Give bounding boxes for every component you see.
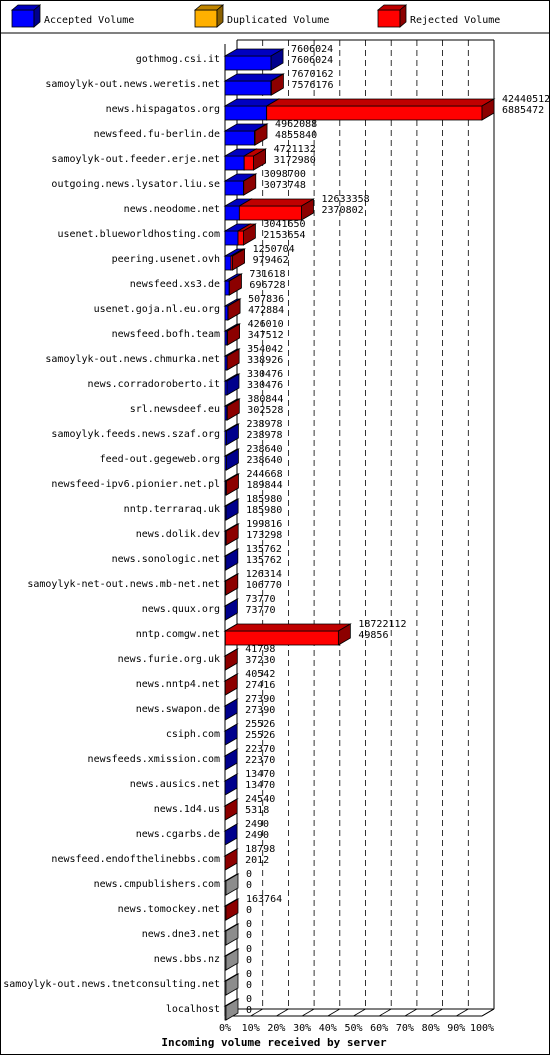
bar-accepted-front [225,81,271,95]
server-label: samoylyk-out.feeder.erje.net [51,154,220,165]
value-total: 244668 [246,469,283,480]
bar-accepted-front [225,106,267,120]
legend-swatch-duplicated [195,10,217,27]
value-accepted: 979462 [252,255,289,266]
x-tick-label: 90% [447,1023,466,1034]
bar-accepted [225,449,238,470]
server-label: news.swapon.de [135,704,220,715]
value-total: 426010 [247,319,284,330]
value-total: 163764 [245,894,283,905]
value-accepted: 238978 [246,430,283,441]
x-tick-label: 100% [469,1023,495,1034]
value-total: 3098700 [263,169,306,180]
server-label: newsfeeds.xmission.com [87,754,220,765]
value-total: 27390 [245,694,276,705]
server-label: news.corradoroberto.it [87,379,220,390]
value-total: 4962088 [275,119,318,130]
value-total: 73770 [245,594,276,605]
value-total: 238640 [246,444,283,455]
server-label: newsfeed.xs3.de [129,279,220,290]
value-total: 731618 [249,269,286,280]
grid-floor-tick [456,1009,468,1016]
bar-accepted-side [225,699,237,720]
server-labels [3,54,220,1015]
legend-swatch-accepted [12,10,34,27]
legend-label-duplicated: Duplicated Volume [227,15,330,26]
value-accepted: 2153654 [263,230,306,241]
bar-rejected-front [244,156,253,170]
bar-rejected-side [226,899,238,920]
x-tick-label: 0% [218,1023,232,1034]
value-accepted: 3172980 [273,155,316,166]
bar-rejected-front [239,206,301,220]
value-accepted: 0 [246,930,253,941]
bar-empty [225,874,238,895]
bar-accepted-side [225,774,237,795]
value-total: 41798 [245,644,276,655]
value-total: 0 [246,919,253,930]
bar-rejected-front [238,231,243,245]
value-total: 135762 [245,544,282,555]
server-label: news.cgarbs.de [135,829,220,840]
value-accepted: 302528 [247,405,284,416]
value-accepted: 185980 [246,505,283,516]
x-tick-label: 10% [241,1023,260,1034]
value-total: 354042 [247,344,284,355]
server-label: news.1d4.us [153,804,220,815]
server-label: outgoing.news.lysator.liu.se [51,179,220,190]
value-total: 4721132 [273,144,316,155]
bar-accepted-side [225,749,237,770]
legend-label-rejected: Rejected Volume [410,15,501,26]
grid-floor-tick [328,1009,340,1016]
grid-floor-tick [379,1009,391,1016]
value-total: 18722112 [358,619,407,630]
server-label: news.cmpublishers.com [93,879,220,890]
x-tick-label: 30% [293,1023,312,1034]
bar-empty-side [226,999,238,1020]
bar-accepted [225,824,237,845]
value-accepted: 696728 [249,280,286,291]
value-accepted: 2490 [245,830,270,841]
value-total: 0 [246,944,253,955]
bar-empty-side [226,874,238,895]
bar-accepted [225,424,238,445]
bar-rejected-side [226,524,238,545]
server-label: news.furie.org.uk [117,654,220,665]
value-accepted: 173298 [246,530,283,541]
x-axis [219,1023,494,1034]
server-label: news.quux.org [141,604,220,615]
value-total: 7606024 [291,44,334,55]
value-accepted: 13470 [245,780,276,791]
value-accepted: 4855840 [275,130,318,141]
value-total: 507836 [248,294,285,305]
bar-rejected [225,799,237,820]
bar-accepted [225,49,283,70]
server-label: csiph.com [165,729,220,740]
server-label: news.hispagatos.org [105,104,220,115]
bar-rejected-front [267,106,482,120]
bar-accepted [225,699,237,720]
bar-rejected-front [225,631,338,645]
value-total: 185980 [246,494,283,505]
bar-rejected [226,574,238,595]
grid-floor-tick [431,1009,443,1016]
bar-rejected [226,524,238,545]
server-label: news.neodome.net [123,204,220,215]
server-label: gothmog.csi.it [135,54,220,65]
legend [12,5,500,27]
bar-rejected-side [228,324,240,345]
value-accepted: 7576176 [291,80,334,91]
server-label: newsfeed.endofthelinebbs.com [51,854,220,865]
value-accepted: 27416 [245,680,276,691]
server-label: peering.usenet.ovh [111,254,220,265]
server-label: samoylyk-net-out.news.mb-net.net [27,579,220,590]
server-label: newsfeed.fu-berlin.de [93,129,220,140]
value-accepted: 472884 [248,305,285,316]
value-accepted: 22370 [245,755,276,766]
value-accepted: 347512 [247,330,284,341]
grid-floor-tick [251,1009,263,1016]
bar-accepted-side [225,724,237,745]
bar-accepted [225,499,238,520]
server-label: feed-out.gegeweb.org [99,454,220,465]
bar-accepted-side [225,599,237,620]
bar-accepted-side [226,549,238,570]
bar-rejected-side [226,574,238,595]
bar-accepted [225,774,237,795]
server-label: news.sonologic.net [111,554,220,565]
bar-accepted [225,549,238,570]
value-accepted: 238640 [246,455,283,466]
bar-rejected-top [239,199,313,206]
bar-rejected [239,199,313,220]
floor-corner-right [482,1009,494,1016]
value-total: 199816 [246,519,283,530]
value-total: 42440512 [502,94,550,105]
value-total: 13470 [245,769,276,780]
bar-empty [225,999,238,1020]
value-accepted: 0 [246,980,253,991]
bar-rejected-side [225,649,237,670]
bar-accepted [225,599,237,620]
bar-rejected [228,299,240,320]
value-accepted: 7606024 [291,55,334,66]
bar-rejected-side [225,849,237,870]
value-total: 0 [246,969,253,980]
bar-accepted [225,749,237,770]
bar-accepted-front [225,56,271,70]
bar-accepted-front [225,306,228,320]
bar-rejected [267,99,494,120]
value-accepted: 49856 [358,630,389,641]
server-label: usenet.blueworldhosting.com [57,229,220,240]
bar-rejected-side [227,399,239,420]
server-label: nntp.terraraq.uk [123,504,220,515]
x-tick-label: 60% [370,1023,389,1034]
bar-rejected-top [225,624,350,631]
x-tick-label: 40% [318,1023,337,1034]
value-accepted: 73770 [245,605,276,616]
value-accepted: 6885472 [502,105,545,116]
value-accepted: 0 [246,880,253,891]
value-total: 0 [246,994,253,1005]
value-accepted: 106770 [245,580,282,591]
bar-empty-side [226,924,238,945]
value-total: 24540 [245,794,276,805]
bar-rejected [225,624,350,645]
bar-rejected [227,324,239,345]
value-accepted: 27390 [245,705,276,716]
grid-floor-tick [405,1009,417,1016]
server-label: samoylyk-out.news.tnetconsulting.net [3,979,220,990]
bar-rejected-side [225,799,237,820]
value-accepted: 135762 [245,555,282,566]
x-tick-label: 50% [344,1023,363,1034]
bar-rejected-side [225,674,237,695]
server-label: news.bbs.nz [153,954,220,965]
server-label: samoylyk.feeds.news.szaf.org [51,429,220,440]
server-label: news.tomockey.net [117,904,220,915]
bar-accepted-side [225,824,237,845]
x-tick-label: 70% [395,1023,414,1034]
bar-empty [225,949,238,970]
bar-accepted-front [225,231,238,245]
bar-accepted-front [225,206,239,220]
bar-accepted [225,724,237,745]
server-label: news.dolik.dev [135,529,220,540]
value-total: 0 [246,869,253,880]
value-accepted: 330476 [247,380,284,391]
grid-floor-tick [276,1009,288,1016]
bar-rejected-side [228,299,240,320]
bar-accepted-front [225,131,254,145]
bar-empty-side [226,974,238,995]
x-tick-label: 20% [267,1023,286,1034]
server-label: samoylyk-out.news.weretis.net [45,79,220,90]
legend-label-accepted: Accepted Volume [44,15,135,26]
value-total: 126314 [245,569,282,580]
bar-empty-side [226,949,238,970]
server-label: newsfeed.bofh.team [111,329,220,340]
grid-floor-tick [354,1009,366,1016]
value-accepted: 2370802 [321,205,364,216]
x-tick-label: 80% [421,1023,440,1034]
server-label: news.ausics.net [129,779,220,790]
server-label: samoylyk-out.news.chmurka.net [45,354,220,365]
value-total: 25526 [245,719,276,730]
server-label: localhost [165,1004,220,1015]
value-accepted: 25526 [245,730,276,741]
value-accepted: 338926 [247,355,284,366]
server-label: nntp.comgw.net [135,629,220,640]
value-total: 3041650 [263,219,306,230]
value-total: 12633358 [321,194,370,205]
server-label: usenet.goja.nl.eu.org [93,304,220,315]
bar-rejected [225,899,238,920]
bar-empty [225,974,238,995]
value-total: 7670162 [291,69,334,80]
bar-accepted-side [226,499,238,520]
value-accepted: 0 [245,905,253,916]
server-label: news.nntp4.net [135,679,220,690]
bar-rejected-top [267,99,494,106]
bar-accepted-front [225,181,244,195]
value-total: 2490 [245,819,270,830]
value-accepted: 37230 [245,655,276,666]
legend-swatch-rejected [378,10,400,27]
value-accepted: 189844 [246,480,283,491]
value-accepted: 0 [246,955,253,966]
bar-accepted-front [225,281,229,295]
bar-rejected [225,849,237,870]
grid-floor-tick [302,1009,314,1016]
value-total: 238978 [246,419,283,430]
server-label: newsfeed-ipv6.pionier.net.pl [51,479,220,490]
value-accepted: 2012 [245,855,270,866]
value-accepted: 5318 [245,805,270,816]
value-accepted: 3073748 [263,180,306,191]
value-total: 330476 [247,369,284,380]
bar-accepted-front [225,256,231,270]
x-axis-label: Incoming volume received by server [161,1036,387,1049]
value-total: 18798 [245,844,276,855]
server-label: srl.newsdeef.eu [129,404,220,415]
value-accepted: 0 [246,1005,253,1016]
bar-empty [225,924,238,945]
server-label: news.dne3.net [141,929,220,940]
bar-rejected [225,674,237,695]
bar-accepted-front [225,156,244,170]
value-labels [245,44,550,1016]
value-total: 380844 [247,394,284,405]
value-total: 40542 [245,669,276,680]
value-total: 1250704 [252,244,295,255]
value-total: 22370 [245,744,276,755]
bar-rejected [225,649,237,670]
